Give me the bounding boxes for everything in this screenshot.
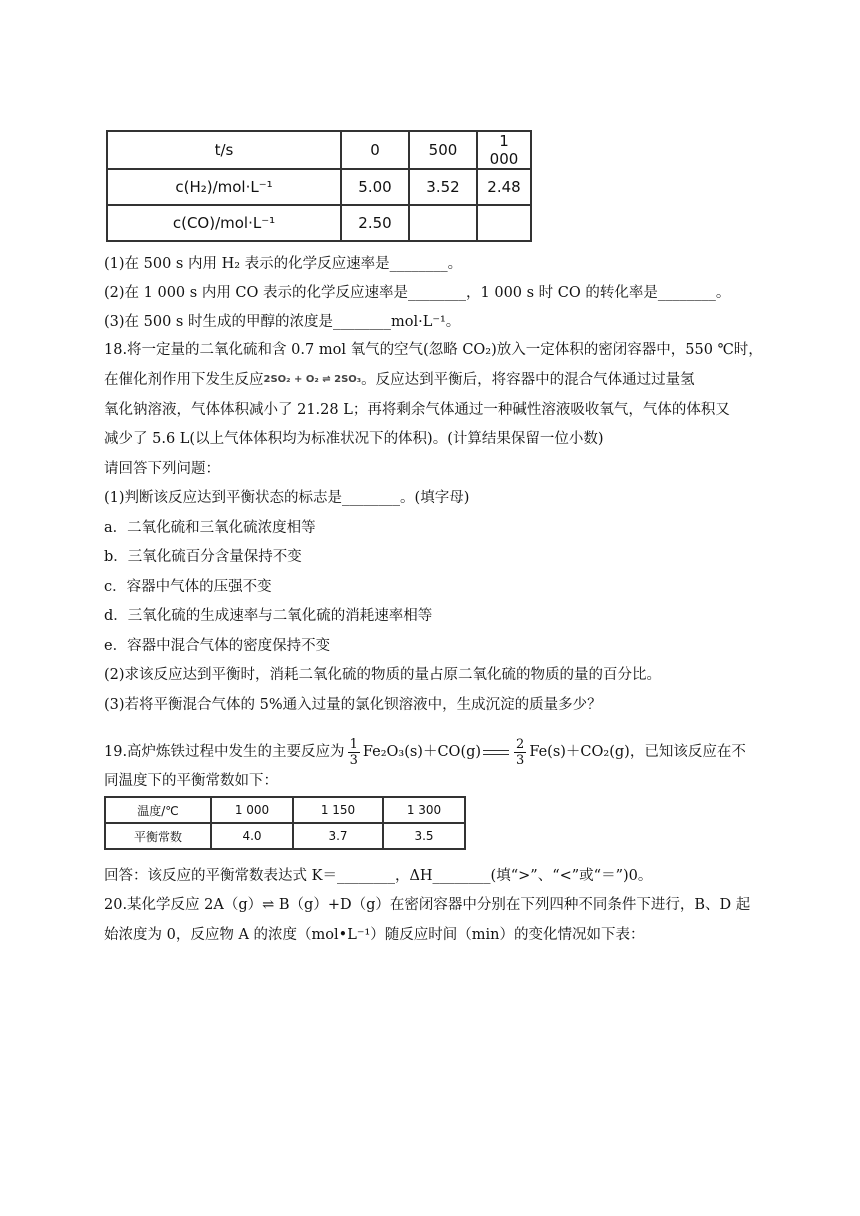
table-cell: 3.52	[409, 169, 477, 205]
fraction-numerator: 2	[516, 736, 525, 752]
option-d: d．三氧化硫的生成速率与二氧化硫的消耗速率相等	[104, 608, 433, 624]
reaction-equation: 2SO₂ + O₂ ⇌ 2SO₃	[263, 374, 362, 385]
question-18-part-2: (2)求该反应达到平衡时，消耗二氧化硫的物质的量占原二氧化硫的物质的量的百分比。	[104, 667, 662, 683]
fraction	[514, 737, 526, 768]
table-cell: 3.5	[383, 823, 465, 849]
option-a: a．二氧化硫和三氧化硫浓度相等	[104, 520, 316, 536]
table-row	[105, 797, 465, 823]
table-cell: c(CO)/mol·L⁻¹	[107, 205, 341, 241]
question-18-line-5: 请回答下列问题：	[104, 461, 220, 477]
question-18-line-3: 氧化钠溶液，气体体积减小了 21.28 L；再将剩余气体通过一种碱性溶液吸收氧气，气体的体积又	[104, 402, 730, 418]
table-cell: 5.00	[341, 169, 409, 205]
table-cell: 4.0	[211, 823, 293, 849]
question-19-text: 19.高炉炼铁过程中发生的主要反应为	[104, 744, 345, 760]
table-cell: t/s	[107, 131, 341, 169]
question-18-line-4: 减少了 5.6 L(以上气体体积均为标准状况下的体积)。(计算结果保留一位小数)	[104, 431, 604, 447]
option-b: b．三氧化硫百分含量保持不变	[104, 549, 302, 565]
table-row	[107, 205, 531, 241]
table-cell: 温度/℃	[105, 797, 211, 823]
question-18-line-1: 18.将一定量的二氧化硫和含 0.7 mol 氧气的空气(忽略 CO₂)放入一定体积的密闭容器中，550 ℃时，	[104, 342, 763, 358]
question-18-text: 在催化剂作用下发生反应	[104, 372, 264, 388]
question-20-line-2: 始浓度为 0，反应物 A 的浓度（mol•L⁻¹）随反应时间（min）的变化情况如下表：	[104, 927, 645, 943]
table-cell: 1 000	[477, 131, 531, 169]
question-19-line-1	[104, 736, 746, 768]
question-18-part-1: (1)判断该反应达到平衡状态的标志是________。(填字母)	[104, 490, 470, 506]
fraction	[348, 737, 360, 768]
table-cell: 0	[341, 131, 409, 169]
table-cell	[477, 205, 531, 241]
table-row	[107, 131, 531, 169]
question-17-part-2: (2)在 1 000 s 内用 CO 表示的化学反应速率是________，1 000 s 时 CO 的转化率是________。	[104, 285, 731, 301]
table-row	[107, 169, 531, 205]
table-cell: 2.50	[341, 205, 409, 241]
question-19-answer: 回答：该反应的平衡常数表达式 K＝________，ΔH________(填“>”、“<”或“＝”)0。	[104, 868, 653, 884]
table-cell: 2.48	[477, 169, 531, 205]
question-19-text: Fe₂O₃(s)＋CO(g)	[362, 744, 482, 760]
fraction-denominator: 3	[349, 752, 358, 768]
table-cell: 1 300	[383, 797, 465, 823]
equilibrium-arrow-icon	[483, 748, 509, 756]
question-19-line-2: 同温度下的平衡常数如下：	[104, 773, 278, 789]
table-cell: 1 150	[293, 797, 383, 823]
question-17-part-1: (1)在 500 s 内用 H₂ 表示的化学反应速率是________。	[104, 256, 463, 272]
table-cell: 3.7	[293, 823, 383, 849]
question-20-line-1: 20.某化学反应 2A（g）⇌ B（g）+D（g）在密闭容器中分别在下列四种不同条件下进行，B、D 起	[104, 897, 751, 913]
table-row	[105, 823, 465, 849]
concentration-table	[106, 130, 532, 242]
fraction-numerator: 1	[349, 736, 358, 752]
question-18-text: 。反应达到平衡后，将容器中的混合气体通过过量氢	[361, 372, 695, 388]
table-cell: 1 000	[211, 797, 293, 823]
option-c: c．容器中气体的压强不变	[104, 579, 272, 595]
equilibrium-constant-table	[104, 796, 466, 850]
question-18-part-3: (3)若将平衡混合气体的 5%通入过量的氯化钡溶液中，生成沉淀的质量多少？	[104, 697, 602, 713]
fraction-denominator: 3	[516, 752, 525, 768]
table-cell	[409, 205, 477, 241]
table-cell: 500	[409, 131, 477, 169]
question-19-text: Fe(s)＋CO₂(g)，已知该反应在不	[529, 744, 746, 760]
option-e: e．容器中混合气体的密度保持不变	[104, 638, 331, 654]
table-cell: c(H₂)/mol·L⁻¹	[107, 169, 341, 205]
table-cell: 平衡常数	[105, 823, 211, 849]
question-18-line-2	[104, 370, 695, 390]
question-17-part-3: (3)在 500 s 时生成的甲醇的浓度是________mol·L⁻¹。	[104, 314, 461, 330]
